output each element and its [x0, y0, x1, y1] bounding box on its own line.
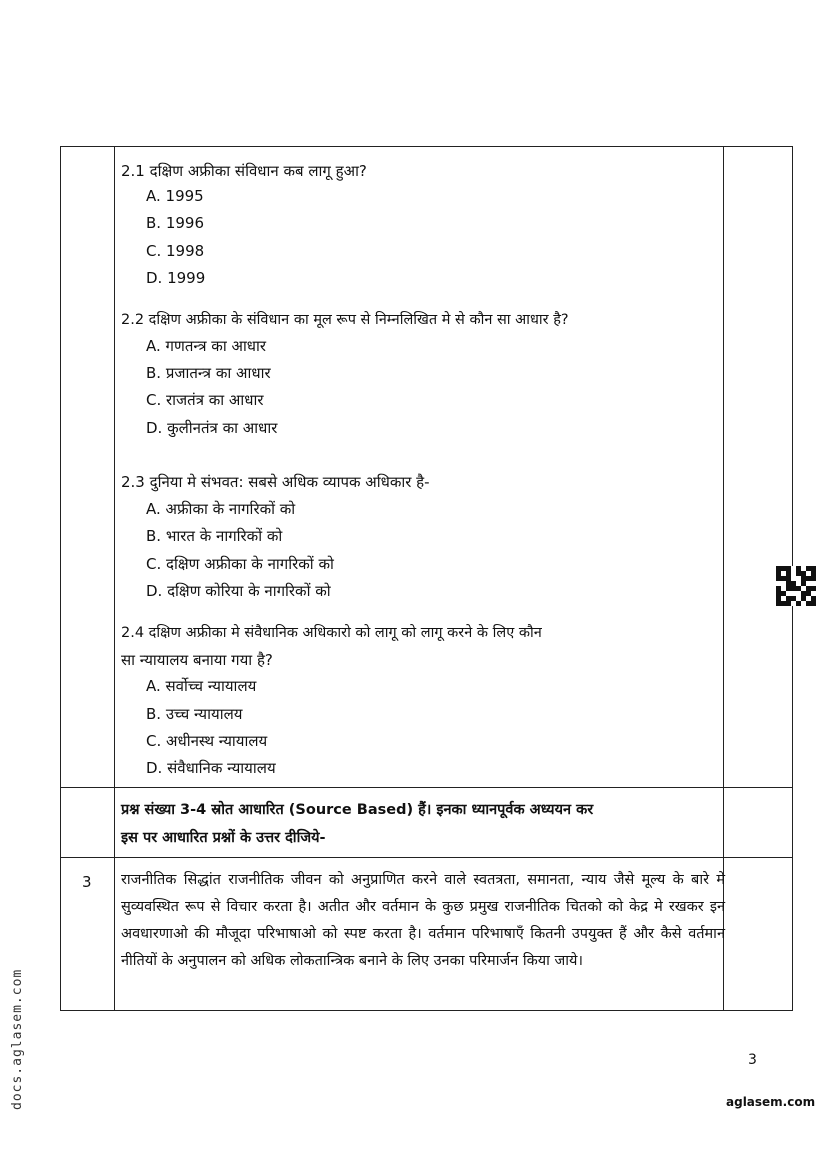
watermark-text: docs.aglasem.com [10, 968, 25, 1110]
row-divider [61, 787, 792, 788]
question-2-4-line1: 2.4 दक्षिण अफ्रीका मे संवैधानिक अधिकारो को लागू को लागू करने के लिए कौन [121, 625, 542, 641]
option: B. प्रजातन्त्र का आधार [146, 364, 271, 382]
option: C. राजतंत्र का आधार [146, 391, 264, 409]
row-divider [61, 857, 792, 858]
source-heading-line1: प्रश्न संख्या 3-4 स्रोत आधारित (Source Based) हैं। इनका ध्यानपूर्वक अध्ययन कर [121, 802, 594, 818]
option: B. उच्च न्यायालय [146, 705, 243, 723]
option: C. 1998 [146, 242, 205, 260]
option: A. 1995 [146, 187, 204, 205]
option: A. गणतन्त्र का आधार [146, 337, 267, 355]
option: C. अधीनस्थ न्यायालय [146, 732, 268, 750]
option: A. सर्वोच्च न्यायालय [146, 677, 257, 695]
question-2-1: 2.1 दक्षिण अफ्रीका संविधान कब लागू हुआ? [121, 162, 367, 180]
option: D. दक्षिण कोरिया के नागरिकों को [146, 582, 331, 600]
passage-number: 3 [82, 873, 92, 891]
option: A. अफ्रीका के नागरिकों को [146, 500, 296, 518]
question-2-4-line2: सा न्यायालय बनाया गया है? [121, 651, 273, 669]
passage-text: राजनीतिक सिद्धांत राजनीतिक जीवन को अनुप्राणित करने वाले स्वतत्रता, समानता, न्याय जैसे मूल्य के बारे मे सुव्यवस्थित रूप से विचार करता है। अतीत और वर्तमान के कुछ प्रमुख राजनीतिक चितको को केद्र मे रखकर इन अवधारणाओ की मौजूदा परिभाषाओ को स्पष्ट करता है। वर्तमान परिभाषाएँ कितनी उपयुक्त हैं और कैसे वर्तमान नीतियों के अनुपालन को अधिक लोकतान्त्रिक बनाने के लिए उनका परिमार्जन किया जाये। [121, 872, 725, 969]
option: D. संवैधानिक न्यायालय [146, 759, 276, 777]
source-heading-line2: इस पर आधारित प्रश्नों के उत्तर दीजिये- [121, 830, 326, 846]
option: B. 1996 [146, 214, 205, 232]
question-2-2: 2.2 दक्षिण अफ्रीका के संविधान का मूल रूप से निम्नलिखित मे से कौन सा आधार है? [121, 312, 569, 328]
page-number: 3 [748, 1052, 757, 1068]
column-divider [114, 147, 115, 1010]
option: B. भारत के नागरिकों को [146, 527, 283, 545]
option: C. दक्षिण अफ्रीका के नागरिकों को [146, 555, 334, 573]
qr-code-icon [776, 566, 816, 606]
brand-text: aglasem.com [726, 1095, 816, 1109]
option: D. 1999 [146, 269, 206, 287]
question-2-3: 2.3 दुनिया मे संभवत: सबसे अधिक व्यापक अधिकार है- [121, 473, 430, 491]
option: D. कुलीनतंत्र का आधार [146, 419, 278, 437]
